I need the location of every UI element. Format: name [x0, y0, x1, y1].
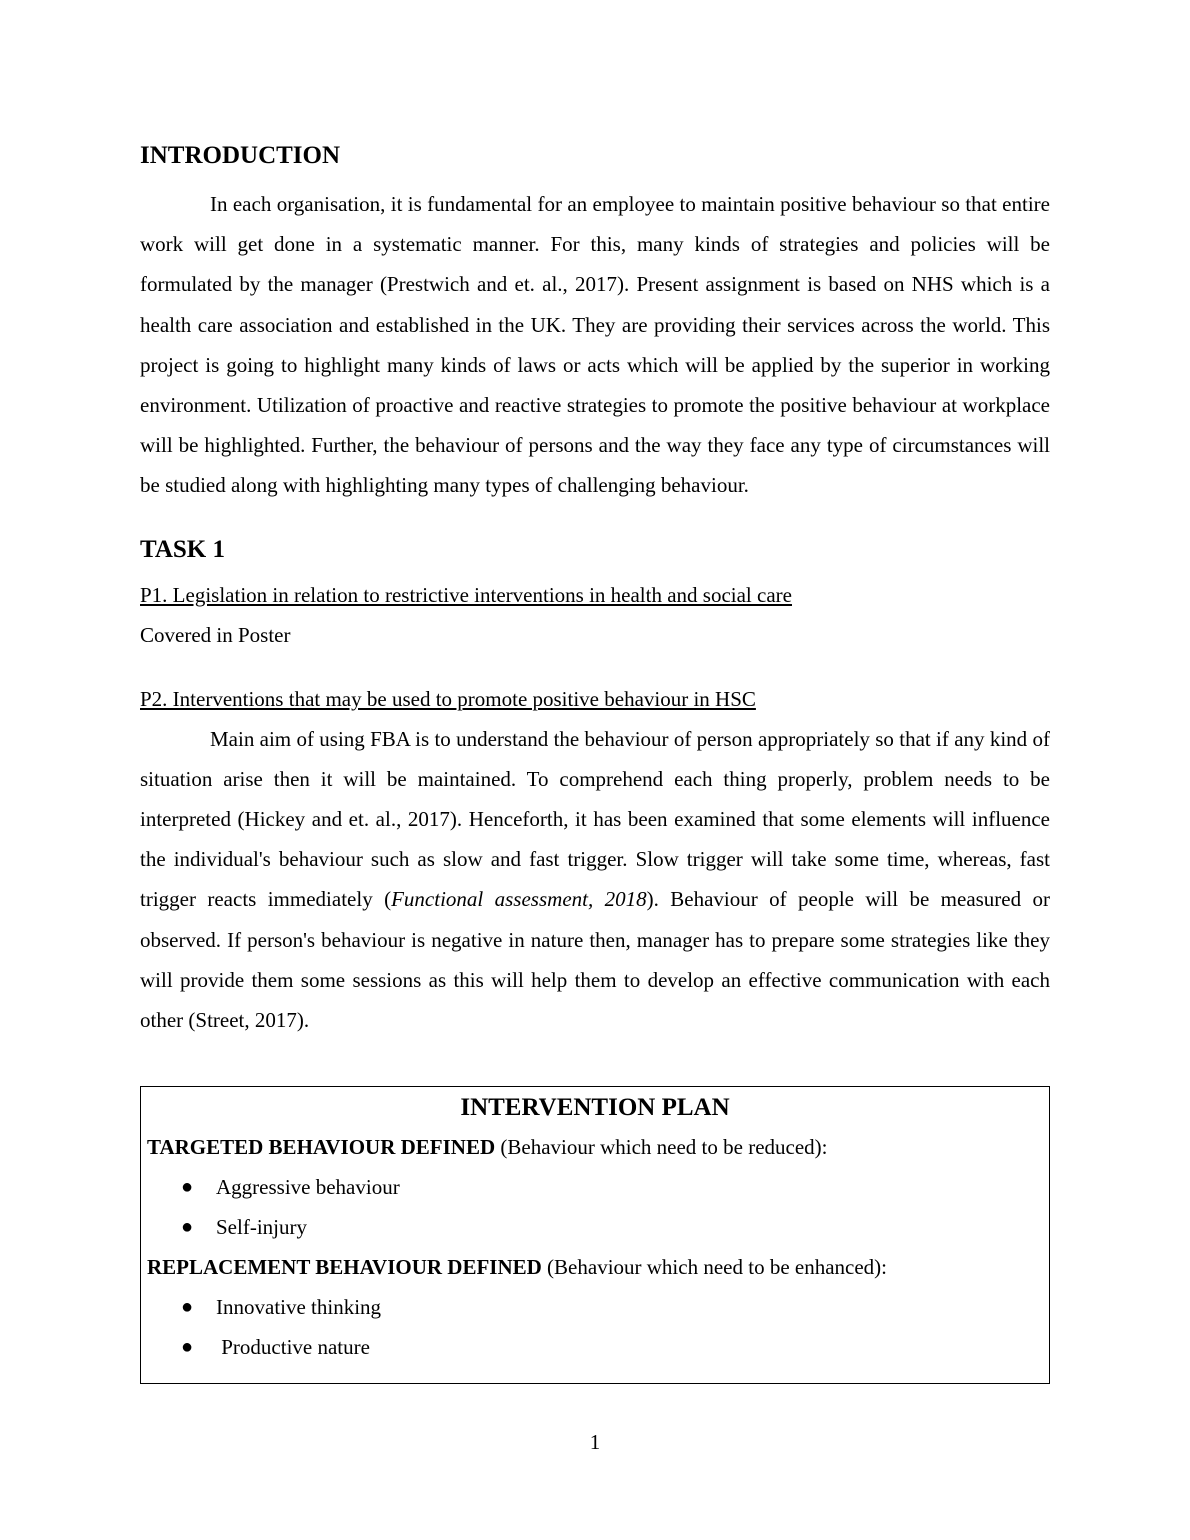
replacement-item-label: Productive nature — [216, 1335, 370, 1359]
targeted-behaviour-line — [141, 1127, 1049, 1167]
p2-text-a: Main aim of using FBA is to understand the behaviour of person appropriately so that if any kind of situation arise then it will be maintained. To comprehend each thing properly, problem needs to be interpreted (Hickey and et. al., 2017). Henceforth, it has been examined that some elements will influence the individual's behaviour such as slow and fast trigger. Slow trigger will take some time, whereas, fast trigger reacts immediately ( — [140, 726, 1050, 912]
list-item — [141, 1207, 1049, 1247]
replacement-behaviour-list — [141, 1287, 1049, 1367]
targeted-item-label: Aggressive behaviour — [216, 1175, 400, 1199]
replacement-behaviour-label: REPLACEMENT BEHAVIOUR DEFINED — [147, 1255, 542, 1279]
p2-citation-italic: Functional assessment, 2018 — [391, 887, 647, 912]
p2-paragraph — [140, 719, 1050, 1041]
replacement-item-label: Innovative thinking — [216, 1295, 382, 1319]
replacement-behaviour-line — [141, 1247, 1049, 1287]
bullet-icon: ● — [181, 1216, 194, 1238]
intervention-plan-box — [140, 1086, 1050, 1384]
bullet-icon: ● — [181, 1336, 194, 1358]
p1-subheading: P1. Legislation in relation to restrictive interventions in health and social care — [140, 582, 792, 607]
bullet-icon: ● — [181, 1176, 194, 1198]
document-page — [140, 138, 1050, 1040]
intervention-plan-title: INTERVENTION PLAN — [460, 1094, 730, 1121]
page-number: 1 — [589, 1430, 601, 1454]
p1-text: Covered in Poster — [140, 622, 291, 647]
targeted-behaviour-note: (Behaviour which need to be reduced): — [495, 1135, 828, 1159]
replacement-behaviour-note: (Behaviour which need to be enhanced): — [541, 1255, 887, 1279]
targeted-behaviour-list — [141, 1167, 1049, 1247]
introduction-heading: INTRODUCTION — [140, 142, 341, 169]
p2-text-b: ). Behaviour of people will be measured or observed. If person's behaviour is negative in nature then, manager has to prepare some strategies like they will provide them some sessions as this will help them to develop an effective communication with each other (Street, 2017). — [140, 887, 1051, 1033]
targeted-item-label: Self-injury — [216, 1215, 307, 1239]
list-item — [141, 1287, 1049, 1327]
task1-heading: TASK 1 — [140, 535, 225, 563]
list-item — [141, 1167, 1049, 1207]
p2-subheading: P2. Interventions that may be used to promote positive behaviour in HSC — [140, 686, 756, 711]
bullet-icon: ● — [181, 1296, 194, 1318]
introduction-paragraph: In each organisation, it is fundamental for an employee to maintain positive behaviour so that entire work will get done in a systematic manner. For this, many kinds of strategies and policies will be formulated by the manager (Prestwich and et. al., 2017). Present assignment is based on NHS which is a health care association and established in the UK. They are providing their services across the world. This project is going to highlight many kinds of laws or acts which will be applied by the superior in working environment. Utilization of proactive and reactive strategies to promote the positive behaviour at workplace will be highlighted. Further, the behaviour of persons and the way they face any type of circumstances will be studied along with highlighting many types of challenging behaviour. — [140, 192, 1050, 498]
targeted-behaviour-label: TARGETED BEHAVIOUR DEFINED — [147, 1135, 496, 1159]
list-item — [141, 1327, 1049, 1367]
